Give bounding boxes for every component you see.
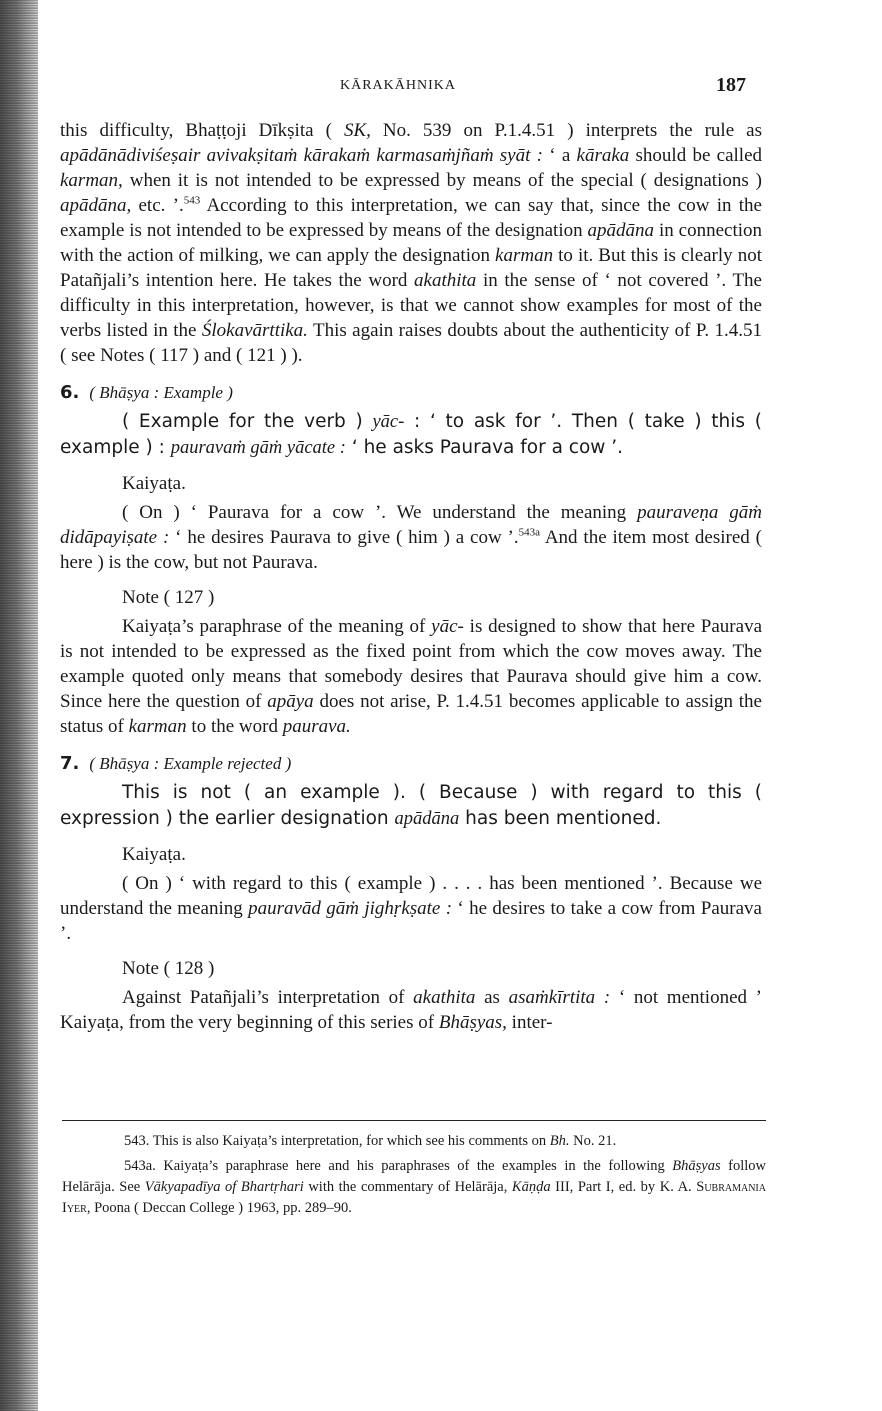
footnote-543 xyxy=(62,1131,766,1152)
text: to the word xyxy=(186,716,283,737)
text: follow Helārāja. See xyxy=(62,1158,767,1195)
text: is designed to show that here Paurava is not intended to be expressed as the fixed point from which the cow moves away. The example quoted only means that somebody desires that Paurava should give him a cow. Since here the question of xyxy=(60,616,763,712)
text: apādānādiviśeṣair avivakṣitaṁ kārakaṁ karmasaṁjñaṁ syāt : xyxy=(60,145,543,166)
kaiyata-text-6 xyxy=(60,500,762,575)
note-label: Note ( 128 ) xyxy=(122,958,215,979)
text: Kaiyaṭa’s paraphrase of the meaning of xyxy=(122,616,432,637)
text: when it is not intended to be expressed by means of the special ( designations ) xyxy=(122,170,762,191)
text: in the sense of ‘ not covered ’. The difficulty in this interpretation, however, is that we cannot show examples for most of the verbs listed in the xyxy=(60,270,762,341)
text: Kāṇḍa xyxy=(511,1179,551,1195)
text: has been mentioned. xyxy=(459,808,662,829)
bhasya-text-6 xyxy=(60,409,762,461)
text: apādāna, xyxy=(60,195,132,216)
text: : ‘ to ask for ’. Then ( take ) this ( example ) : xyxy=(60,411,762,458)
text: in connection with the action of milking, we can apply the designation xyxy=(60,220,762,266)
text: karman xyxy=(495,245,554,266)
footnotes xyxy=(62,1120,766,1223)
text: And the item most desired ( here ) is the cow, but not Paurava. xyxy=(60,527,762,573)
section-title: ( Bhāṣya : Example rejected ) xyxy=(89,754,292,773)
text: pauravaṁ gāṁ yācate : xyxy=(170,438,346,458)
text: yāc- xyxy=(431,616,464,637)
footnote-543a xyxy=(62,1156,766,1219)
text: ‘ he asks Paurava for a cow ’. xyxy=(345,437,624,458)
text: ( On ) ‘ with regard to this ( example ) . . . . has been mentioned ’. Because we understand the meaning xyxy=(60,873,762,919)
text: No. 539 on P.1.4.51 ) interprets the rule as xyxy=(370,120,763,141)
text: kāraka xyxy=(576,145,630,166)
page-binding-edge xyxy=(0,0,38,1411)
text: apāya xyxy=(267,691,314,712)
text: ‘ a xyxy=(542,145,577,166)
commentator-label: Kaiyaṭa. xyxy=(122,844,186,865)
text: Against Patañjali’s interpretation of xyxy=(122,987,414,1008)
text: III, Part I, ed. by K. A. xyxy=(550,1179,697,1195)
text: This is not ( an example ). ( Because ) with regard to this ( expression ) the earlier designation xyxy=(60,782,762,829)
note-text-128 xyxy=(60,985,762,1035)
text: Ślokavārttika. xyxy=(201,320,308,341)
text: yāc- xyxy=(372,412,405,432)
footnote-ref-543a: 543a xyxy=(518,526,541,539)
text: SK, xyxy=(343,120,371,141)
text: Bhāṣyas, xyxy=(438,1012,507,1033)
text: According to this interpretation, we can say that, since the cow in the example is not intended to be expressed by means of the designation xyxy=(60,195,762,241)
text: Subramania Iyer xyxy=(62,1179,766,1216)
text: does not arise, P. 1.4.51 becomes applicable to assign the status of xyxy=(60,691,762,737)
bhasya-text-7 xyxy=(60,780,762,832)
text: karman, xyxy=(60,170,123,191)
text: etc. ’. xyxy=(131,195,184,216)
body-text xyxy=(60,118,762,1035)
text: inter- xyxy=(506,1012,553,1033)
text: ( On ) ‘ Paurava for a cow ’. We understand the meaning xyxy=(122,502,638,523)
text: should be called xyxy=(629,145,763,166)
section-heading-6 xyxy=(60,380,762,405)
text: akathita xyxy=(413,987,476,1008)
text: pauraveṇa gāṁ didāpayiṣate : xyxy=(60,502,763,548)
text: No. 21. xyxy=(569,1133,617,1149)
section-title: ( Bhāṣya : Example ) xyxy=(89,383,233,402)
text: paurava. xyxy=(282,716,351,737)
text: akathita xyxy=(414,270,477,291)
text: asaṁkīrtita : xyxy=(508,987,611,1008)
text: apādāna xyxy=(587,220,655,241)
note-label: Note ( 127 ) xyxy=(122,587,215,608)
page-header xyxy=(62,74,746,98)
kaiyata-text-7 xyxy=(60,871,762,946)
text: ‘ he desires to take a cow from Paurava ’. xyxy=(60,898,762,944)
section-number: 7. xyxy=(60,753,80,774)
page-number: 187 xyxy=(716,74,746,96)
text: , Poona ( Deccan College ) 1963, pp. 289–90. xyxy=(86,1200,352,1216)
text: Bh. xyxy=(549,1133,570,1149)
paragraph-continued xyxy=(60,118,762,368)
text: Bhāṣyas xyxy=(672,1158,721,1174)
text: with the commentary of Helārāja, xyxy=(303,1179,512,1195)
section-number: 6. xyxy=(60,382,80,403)
text: apādāna xyxy=(394,809,460,829)
text: ‘ not mentioned ’ Kaiyaṭa, from the very beginning of this series of xyxy=(60,987,763,1033)
text: This again raises doubts about the authenticity of P. 1.4.51 ( see Notes ( 117 ) and ( 121 ) ). xyxy=(60,320,763,366)
text: as xyxy=(475,987,509,1008)
text: 543. This is also Kaiyaṭa’s interpretation, for which see his comments on xyxy=(124,1133,550,1149)
text: 543a. Kaiyaṭa’s paraphrase here and his paraphrases of the examples in the following xyxy=(124,1158,673,1174)
footnote-ref-543: 543 xyxy=(183,194,201,207)
section-heading-7 xyxy=(60,751,762,776)
text: ( Example for the verb ) xyxy=(122,411,373,432)
text: karman xyxy=(128,716,187,737)
text: ‘ he desires Paurava to give ( him ) a cow ’. xyxy=(169,527,519,548)
text: Vākyapadīya of Bhartṛhari xyxy=(144,1179,304,1195)
commentator-label: Kaiyaṭa. xyxy=(122,473,186,494)
text: this difficulty, Bhaṭṭoji Dīkṣita ( xyxy=(60,120,344,141)
text: to it. But this is clearly not Patañjali’s intention here. He takes the word xyxy=(60,245,762,291)
note-text-127 xyxy=(60,614,762,739)
running-head: KĀRAKĀHNIKA xyxy=(340,78,456,93)
text: pauravād gāṁ jighṛkṣate : xyxy=(248,898,453,919)
